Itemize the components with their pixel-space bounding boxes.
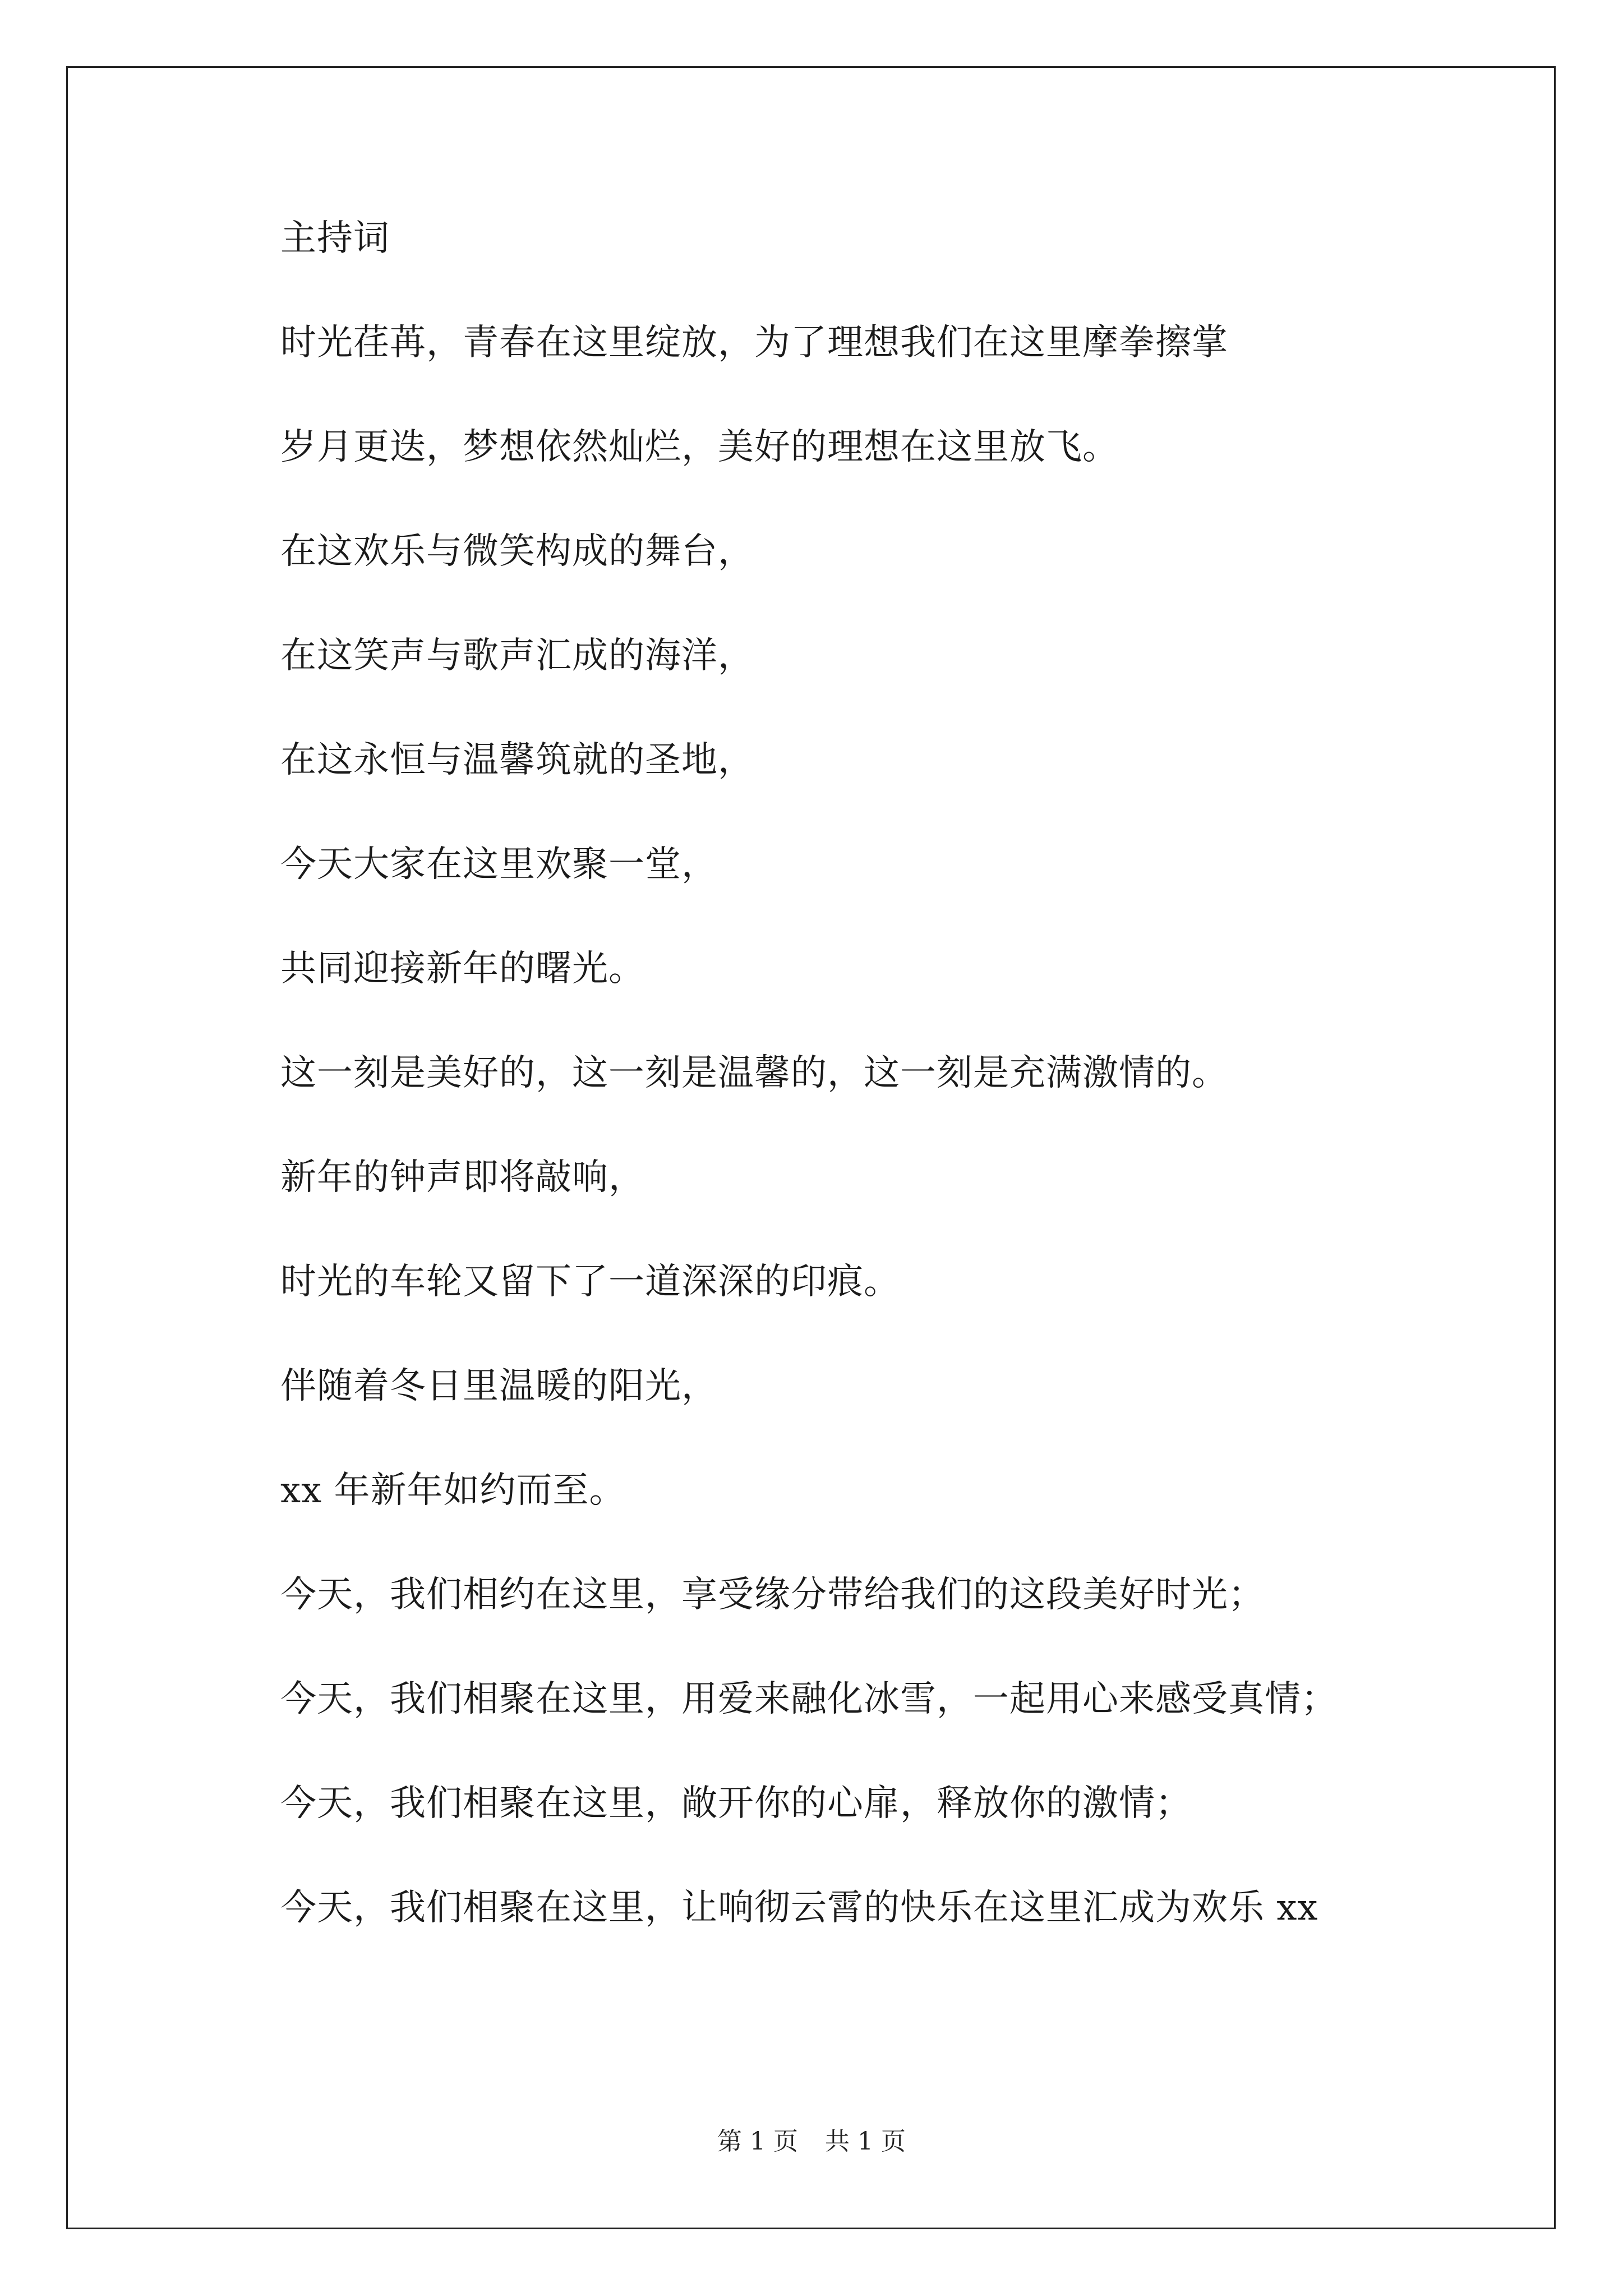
text-line: 共同迎接新年的曙光。 (280, 948, 645, 990)
text-line: 岁月更迭，梦想依然灿烂，美好的理想在这里放飞。 (280, 426, 1119, 468)
text-line: 时光的车轮又留下了一道深深的印痕。 (280, 1261, 900, 1303)
text-line: 在这欢乐与微笑构成的舞台， (280, 531, 754, 572)
text-line: 伴随着冬日里温暖的阳光， (280, 1365, 718, 1407)
text-line: 新年的钟声即将敲响， (280, 1157, 645, 1198)
text-line: 今天，我们相聚在这里，用爱来融化冰雪，一起用心来感受真情； (280, 1678, 1338, 1720)
text-line: 今天大家在这里欢聚一堂， (280, 844, 718, 885)
text-line: 今天，我们相聚在这里，敞开你的心扉，释放你的激情； (280, 1783, 1192, 1824)
text-line: 在这永恒与温馨筑就的圣地， (280, 739, 754, 781)
text-line: 时光荏苒，青春在这里绽放，为了理想我们在这里摩拳擦掌 (280, 322, 1228, 364)
text-line: 今天，我们相约在这里，享受缘分带给我们的这段美好时光； (280, 1574, 1265, 1616)
page-total: 共 1 页 (825, 2127, 906, 2156)
text-line: 在这笑声与歌声汇成的海洋， (280, 635, 754, 677)
text-line: 这一刻是美好的，这一刻是温馨的，这一刻是充满激情的。 (280, 1052, 1228, 1094)
text-line: xx 年新年如约而至。 (280, 1470, 626, 1511)
document-title: 主持词 (280, 218, 390, 259)
page-footer (0, 2126, 1623, 2157)
page-number: 第 1 页 (717, 2127, 798, 2156)
text-line: 今天，我们相聚在这里，让响彻云霄的快乐在这里汇成为欢乐 xx (280, 1887, 1318, 1929)
document-body (280, 216, 1520, 1990)
